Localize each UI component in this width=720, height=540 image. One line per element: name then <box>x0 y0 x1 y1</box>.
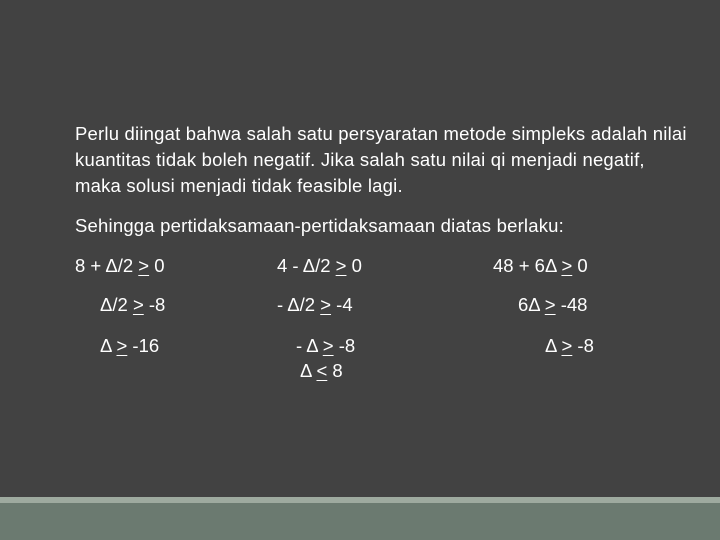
inequality-col2-row4 <box>300 360 343 382</box>
paragraph-conclusion: Sehingga pertidaksamaan-pertidaksamaan diatas berlaku: <box>75 215 565 236</box>
eq-lhs: Δ <box>300 360 317 381</box>
eq-operator: > <box>138 255 150 276</box>
eq-rhs: 0 <box>149 255 165 276</box>
eq-lhs: Δ <box>100 335 117 356</box>
eq-operator: > <box>322 335 334 356</box>
eq-operator: > <box>561 335 573 356</box>
eq-operator: > <box>116 335 128 356</box>
inequality-col1-row3 <box>100 335 159 357</box>
eq-operator: > <box>132 294 144 315</box>
eq-rhs: 0 <box>572 255 588 276</box>
eq-operator: > <box>544 294 556 315</box>
inequality-col2-row2 <box>277 294 353 316</box>
footer-bar <box>0 503 720 540</box>
eq-lhs: 6Δ <box>518 294 545 315</box>
eq-lhs: Δ <box>545 335 562 356</box>
eq-rhs: -8 <box>143 294 166 315</box>
eq-rhs: -8 <box>572 335 594 356</box>
eq-lhs: 8 + Δ/2 <box>75 255 139 276</box>
eq-lhs: 48 + 6Δ <box>493 255 562 276</box>
paragraph-intro: Perlu diingat bahwa salah satu persyaratan metode simpleks adalah nilai kuantitas tidak boleh negatif. Jika salah satu nilai qi menjadi negatif, maka solusi menjadi tidak feasible lagi. <box>75 123 687 196</box>
inequality-col3-row3 <box>545 335 594 357</box>
eq-operator: > <box>335 255 347 276</box>
eq-operator: < <box>316 360 328 381</box>
eq-rhs: 8 <box>327 360 343 381</box>
inequality-col1-row1 <box>75 255 165 277</box>
eq-lhs: - Δ <box>296 335 323 356</box>
eq-lhs: - Δ/2 <box>277 294 321 315</box>
eq-operator: > <box>561 255 573 276</box>
eq-rhs: -8 <box>333 335 356 356</box>
eq-rhs: -16 <box>127 335 160 356</box>
eq-operator: > <box>320 294 332 315</box>
inequality-col2-row1 <box>277 255 362 277</box>
eq-lhs: Δ/2 <box>100 294 133 315</box>
inequality-col3-row1 <box>493 255 588 277</box>
inequality-col1-row2 <box>100 294 165 316</box>
inequality-col3-row2 <box>518 294 587 316</box>
eq-rhs: -48 <box>555 294 588 315</box>
eq-rhs: -4 <box>331 294 353 315</box>
eq-lhs: 4 - Δ/2 <box>277 255 336 276</box>
eq-rhs: 0 <box>346 255 362 276</box>
inequality-col2-row3 <box>296 335 355 357</box>
